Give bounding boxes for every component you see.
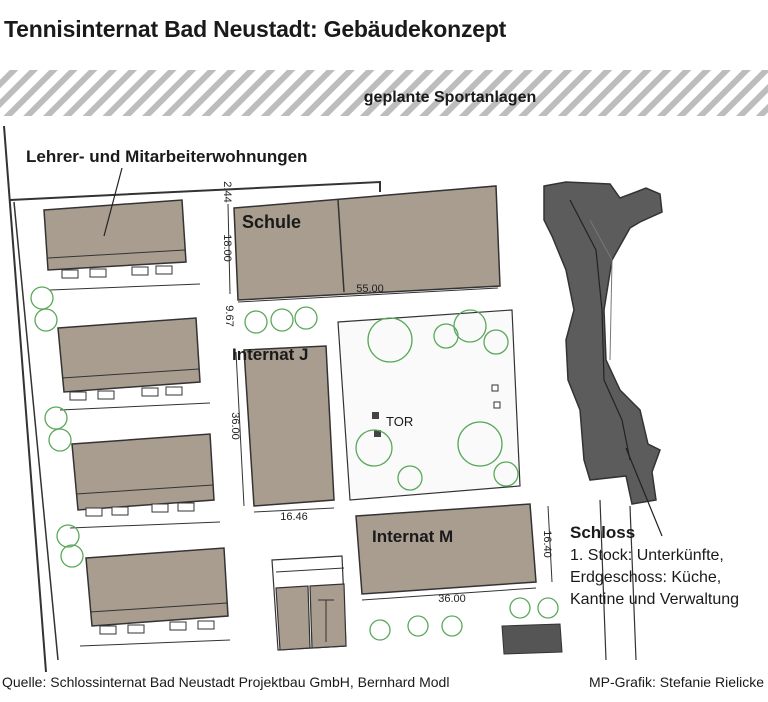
staff-housing-label: Lehrer- und Mitarbeiterwohnungen [26,147,308,166]
internat-j-building [244,346,334,506]
diagram-title: Tennisinternat Bad Neustadt: Gebäudekonzept [4,16,507,42]
staff-house-3 [72,434,214,516]
gate-label: TOR [386,414,414,429]
staff-house-4 [86,548,228,634]
dim-18-00: 18.00 [221,234,233,262]
dim-16-40: 16.40 [541,530,553,558]
sport-area-label: geplante Sportanlagen [363,89,537,106]
dim-2-44: 2.44 [221,181,233,203]
dim-36-00-vertical: 36.00 [229,412,241,440]
internat-m-label: Internat M [372,527,454,546]
site-boundary [4,126,46,672]
internat-m-building [356,504,536,594]
dim-55-00: 55.00 [356,283,384,295]
garage-block [502,624,562,654]
staff-house-1 [44,200,186,278]
school-label: Schule [242,212,302,232]
site-plan [0,60,768,672]
internat-j-label: Internat J [232,345,309,364]
schloss-building [544,182,662,504]
dim-9-67: 9.67 [223,305,235,327]
source-credit: Quelle: Schlossinternat Bad Neustadt Projektbau GmbH, Bernhard Modl [2,674,450,690]
schloss-desc-line-3: Kantine und Verwaltung [570,591,740,608]
schloss-label: Schloss [570,523,636,542]
staff-house-2 [58,318,200,400]
passage-building [272,556,346,650]
schloss-desc-line-1: 1. Stock: Unterkünfte, [570,547,724,564]
courtyard [338,310,520,500]
dim-16-46: 16.46 [280,511,308,523]
dim-36-00-horizontal: 36.00 [438,593,466,605]
schloss-desc-line-2: Erdgeschoss: Küche, [570,569,722,586]
graphic-credit: MP-Grafik: Stefanie Rielicke [588,674,764,690]
